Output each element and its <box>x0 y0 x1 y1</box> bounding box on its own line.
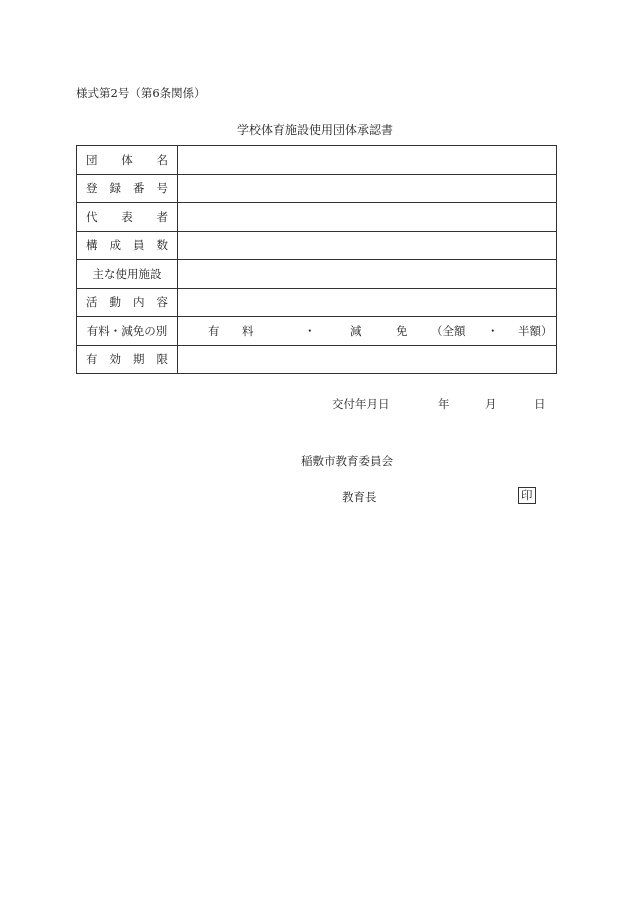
approval-form-table <box>76 145 557 374</box>
separator-dot: ・ <box>304 324 316 339</box>
seal-mark: 印 <box>518 487 536 504</box>
label-fee-type: 有料・減免の別 <box>77 317 178 346</box>
issue-date-label: 交付年月日 <box>332 397 390 411</box>
label-representative: 代 表 者 <box>77 203 178 232</box>
label-validity: 有 効 期 限 <box>77 345 178 374</box>
main-facility-field[interactable] <box>178 260 557 289</box>
option-reduced-char2[interactable]: 免 <box>396 324 408 339</box>
issue-year-label: 年 <box>438 397 450 411</box>
option-full-exemption[interactable]: （全額 <box>431 324 466 339</box>
activity-field[interactable] <box>178 288 557 317</box>
issue-month-label: 月 <box>485 397 497 411</box>
table-row-member-count <box>77 231 557 260</box>
member-count-field[interactable] <box>178 231 557 260</box>
table-row-main-facility <box>77 260 557 289</box>
document-title: 学校体育施設使用団体承認書 <box>236 123 393 137</box>
label-member-count: 構 成 員 数 <box>77 231 178 260</box>
table-row-group-name <box>77 146 557 175</box>
option-paid-char2[interactable]: 料 <box>242 324 254 339</box>
issuer-board-name: 稲敷市教育委員会 <box>301 454 393 468</box>
separator-dot: ・ <box>487 324 499 339</box>
representative-field[interactable] <box>178 203 557 232</box>
superintendent-title: 教育長 <box>342 490 377 504</box>
registration-number-field[interactable] <box>178 174 557 203</box>
label-group-name: 団 体 名 <box>77 146 178 175</box>
form-number: 様式第2号（第6条関係） <box>76 86 206 100</box>
table-row-registration-number <box>77 174 557 203</box>
validity-field[interactable] <box>178 345 557 374</box>
issue-day-label: 日 <box>534 397 546 411</box>
option-reduced-char1[interactable]: 減 <box>350 324 362 339</box>
table-row-fee-type <box>77 317 557 346</box>
option-half-exemption[interactable]: 半額） <box>518 324 553 339</box>
table-row-activity <box>77 288 557 317</box>
option-paid-char1[interactable]: 有 <box>208 324 220 339</box>
label-activity: 活 動 内 容 <box>77 288 178 317</box>
label-main-facility: 主な使用施設 <box>77 260 178 289</box>
fee-type-options <box>178 317 557 346</box>
label-registration-number: 登 録 番 号 <box>77 174 178 203</box>
table-row-validity <box>77 345 557 374</box>
group-name-field[interactable] <box>178 146 557 175</box>
table-row-representative <box>77 203 557 232</box>
